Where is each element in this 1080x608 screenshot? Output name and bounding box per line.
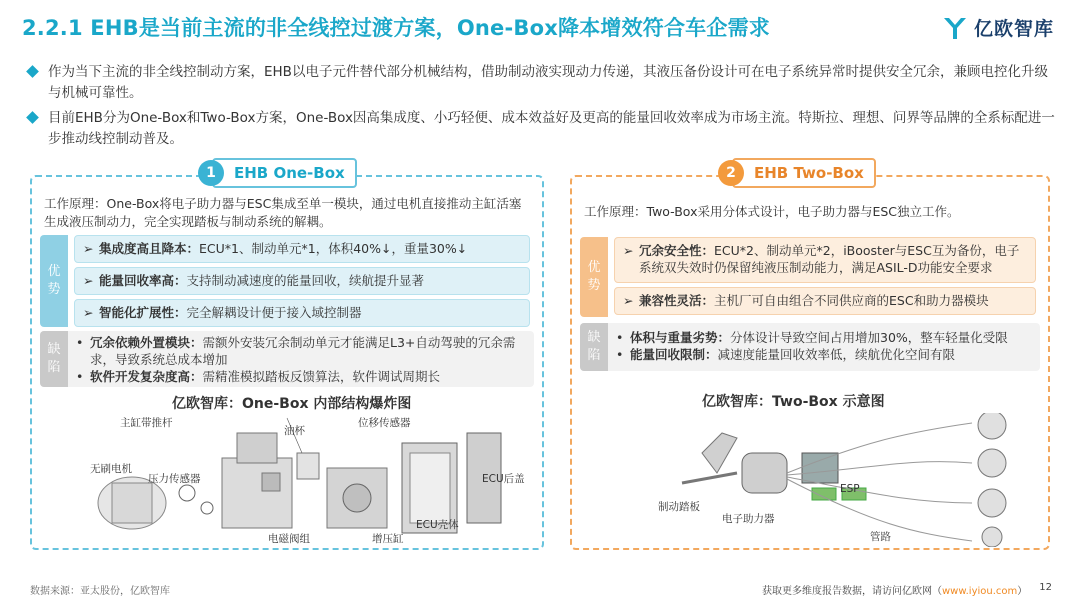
one-box-panel [30,164,544,550]
disadvantages-list [76,334,526,385]
disadvantages-side-label: 缺 陷 [580,323,608,371]
disadvantage-item: • 冗余依赖外置模块：需额外安装冗余制动单元才能满足L3+自动驾驶的冗余需求，导致系统总成本增加 [76,334,526,368]
arrow-right-icon: ➢ [83,241,94,256]
label-pipeline: 管路 [870,531,891,543]
arrow-right-icon: ➢ [83,273,94,288]
advantages-group [580,237,1040,317]
website-link[interactable]: www.iyiou.com [942,586,1018,597]
label-master-cylinder: 主缸带推杆 [120,417,173,429]
diamond-bullet-icon [26,111,39,124]
data-source: 数据来源：亚太股份，亿欧智库 [30,586,170,597]
working-principle: 工作原理：Two-Box采用分体式设计，电子助力器与ESC独立工作。 [584,204,960,219]
label-ecu-housing: ECU壳体 [416,519,459,531]
page-number: 12 [1039,582,1052,593]
disadvantage-item: • 能量回收限制：减速度能量回收效率低，续航优化空间有限 [616,346,1036,363]
panel-tag-label: EHB Two-Box [754,164,864,182]
logo-icon [942,15,968,41]
label-brushless-motor: 无刷电机 [90,463,132,475]
one-box-diagram-caption: 亿欧智库：One-Box 内部结构爆炸图 [172,396,412,412]
intro-bullet: 作为当下主流的非全线控制动方案，EHB以电子元件替代部分机械结构，借助制动液实现动力传递，其液压备份设计可在电子系统异常时提供安全冗余，兼顾电控化升级与机械可靠性。 [28,62,1058,104]
advantage-item: ➢ 能量回收率高：支持制动减速度的能量回收，续航提升显著 [74,267,530,295]
two-box-diagram-caption: 亿欧智库：Two-Box 示意图 [702,394,885,410]
label-electronic-booster: 电子助力器 [722,513,775,525]
intro-bullet: 目前EHB分为One-Box和Two-Box方案，One-Box因高集成度、小巧轻便、成本效益好及更高的能量回收效率成为市场主流。特斯拉、理想、问界等品牌的全系标配进一步推动线控制动普及。 [28,108,1058,150]
label-brake-pedal: 制动踏板 [658,501,700,513]
advantage-item: ➢ 兼容性灵活：主机厂可自由组合不同供应商的ESC和助力器模块 [614,287,1036,315]
working-principle: 工作原理：One-Box将电子助力器与ESC集成至单一模块，通过电机直接推动主缸活塞生成液压制动力，完全实现踏板与制动系统的解耦。 [44,196,522,229]
disadvantages-group [40,331,534,387]
disadvantage-item: • 软件开发复杂度高：需精准模拟踏板反馈算法，软件调试周期长 [76,368,526,385]
one-box-tag [206,158,357,188]
disadvantages-group [580,323,1040,371]
panel-number-badge: 2 [718,160,744,186]
two-box-schematic [642,413,1042,547]
label-solenoid-valve: 电磁阀组 [268,533,310,545]
diamond-bullet-icon [26,65,39,78]
two-box-tag [726,158,876,188]
panel-number-badge: 1 [198,160,224,186]
two-box-panel [570,164,1050,550]
label-esp: ESP [840,483,860,495]
arrow-right-icon: ➢ [623,293,634,308]
disadvantage-item: • 体积与重量劣势：分体设计导致空间占用增加30%，整车轻量化受限 [616,329,1036,346]
advantage-item: ➢ 智能化扩展性：完全解耦设计便于接入域控制器 [74,299,530,327]
intro-bullets [28,62,1058,154]
disadvantages-side-label: 缺 陷 [40,331,68,387]
arrow-right-icon: ➢ [83,305,94,320]
page-title: 2.2.1 EHB是当前主流的非全线控过渡方案，One-Box降本增效符合车企需求 [22,16,770,40]
advantages-side-label: 优 势 [40,235,68,327]
label-pressure-sensor: 压力传感器 [148,473,201,485]
panel-tag-label: EHB One-Box [234,164,345,182]
label-oil-cup: 油杯 [284,425,305,437]
arrow-right-icon: ➢ [623,243,634,258]
footer-more-info: 获取更多维度报告数据，请访问亿欧网（www.iyiou.com） [762,586,1028,597]
label-ecu-rear-cover: ECU后盖 [482,473,525,485]
label-displacement-sensor: 位移传感器 [358,417,411,429]
advantage-item: ➢ 集成度高且降本：ECU*1、制动单元*1，体积40%↓，重量30%↓ [74,235,530,263]
brand-logo [942,14,1054,41]
disadvantages-list [616,329,1036,363]
advantages-group [40,235,534,327]
advantage-item: ➢ 冗余安全性：ECU*2、制动单元*2，iBooster与ESC互为备份，电子系统双失效时仍保留纯液压制动能力，满足ASIL-D功能安全要求 [614,237,1036,283]
label-booster-cylinder: 增压缸 [372,533,404,545]
logo-text: 亿欧智库 [973,18,1054,40]
advantages-side-label: 优 势 [580,237,608,317]
